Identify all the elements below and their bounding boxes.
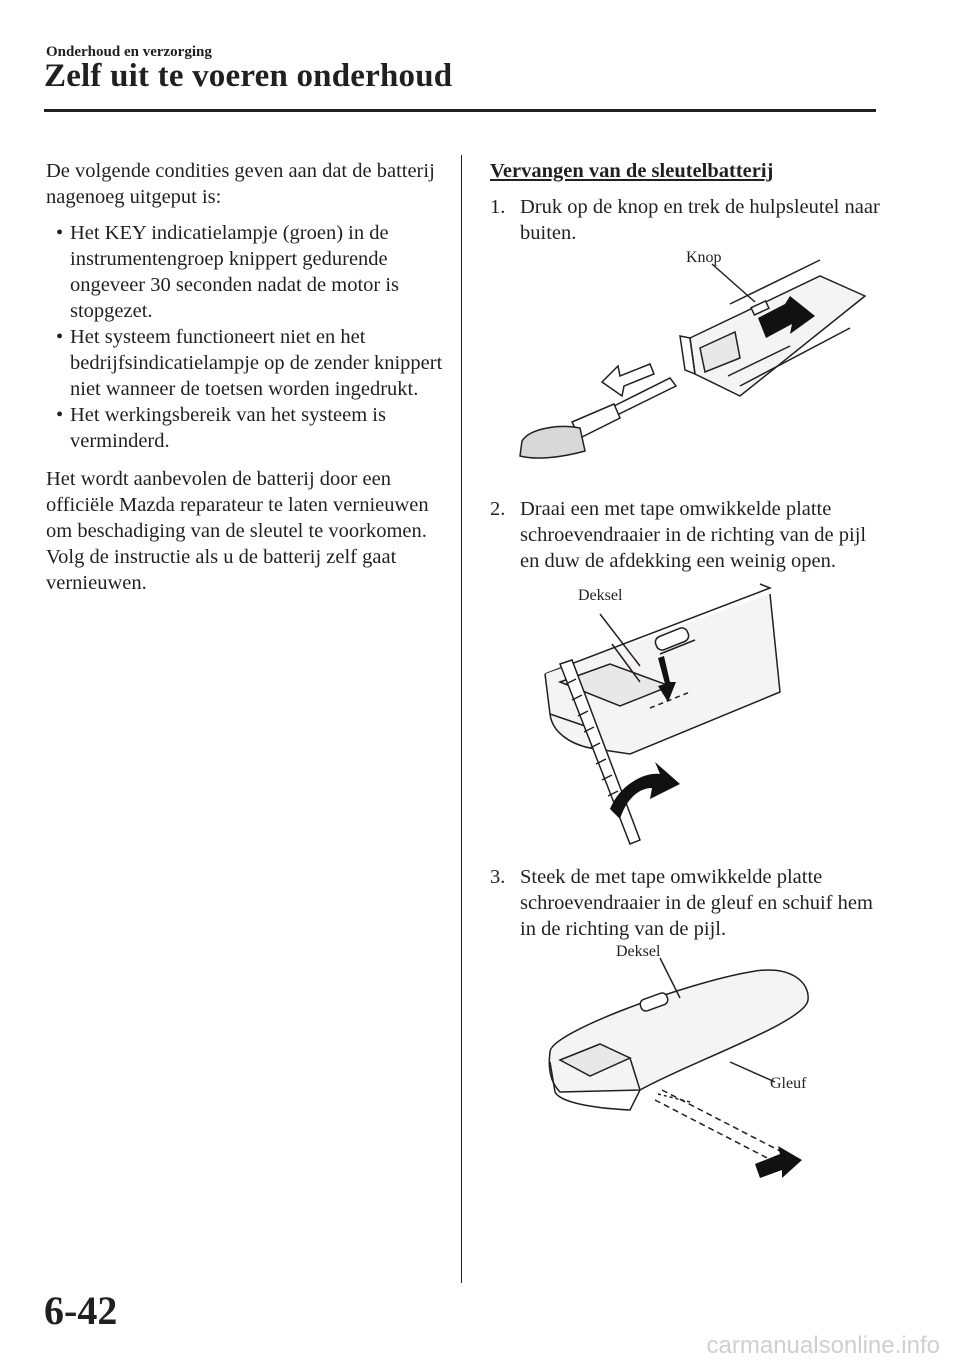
bullet-icon: • — [56, 222, 64, 244]
label-gleuf: Gleuf — [770, 1075, 807, 1092]
step-2: 2. Draai een met tape omwikkelde platte schroevendraaier in de richting van de pijl en duw de afdekking een weinig open. — [490, 498, 867, 572]
list-item: • Het systeem functioneert niet en het bedrijfsindicatielampje op de zender knippert niet wanneer de toetsen worden ingedrukt. — [56, 326, 443, 400]
page-number: 6-42 — [44, 1288, 118, 1333]
label-knop: Knop — [686, 249, 722, 266]
figure-pry-cover — [490, 574, 890, 864]
step-3: 3. Steek de met tape omwikkelde platte schroevendraaier in de gleuf en schuif hem in de richting van de pijl. — [490, 866, 873, 940]
list-item: • Het werkingsbereik van het systeem is verminderd. — [56, 404, 386, 452]
figure-remove-aux-key — [490, 246, 890, 496]
right-column — [490, 158, 890, 1214]
intro-text: De volgende condities geven aan dat de batterij nagenoeg uitgeput is: — [46, 160, 435, 208]
page-title: Zelf uit te voeren onderhoud — [44, 58, 453, 94]
list-item: • Het KEY indicatielampje (groen) in de instrumentengroep knippert gedurende ongeveer 30 seconden nadat de motor is stopgezet. — [56, 222, 400, 322]
bullet-icon: • — [56, 326, 64, 348]
condition-list — [46, 220, 446, 454]
step-1: 1. Druk op de knop en trek de hulpsleutel naar buiten. — [490, 196, 880, 244]
subsection-title: Vervangen van de sleutelbatterij — [490, 160, 774, 182]
recommendation-text: Het wordt aanbevolen de batterij door een officiële Mazda reparateur te laten vernieuwen om beschadiging van de sleutel te voorkomen. Volg de instructie als u de batterij zelf gaat vernieuwen. — [46, 468, 429, 594]
title-rule — [44, 109, 876, 112]
label-deksel: Deksel — [616, 943, 661, 960]
watermark: carmanualsonline.info — [706, 1332, 940, 1359]
bullet-icon: • — [56, 404, 64, 426]
label-deksel: Deksel — [578, 587, 623, 604]
left-column — [46, 158, 446, 596]
section-label: Onderhoud en verzorging — [46, 44, 212, 60]
column-divider — [461, 155, 462, 1283]
figure-slide-cover — [490, 942, 890, 1214]
